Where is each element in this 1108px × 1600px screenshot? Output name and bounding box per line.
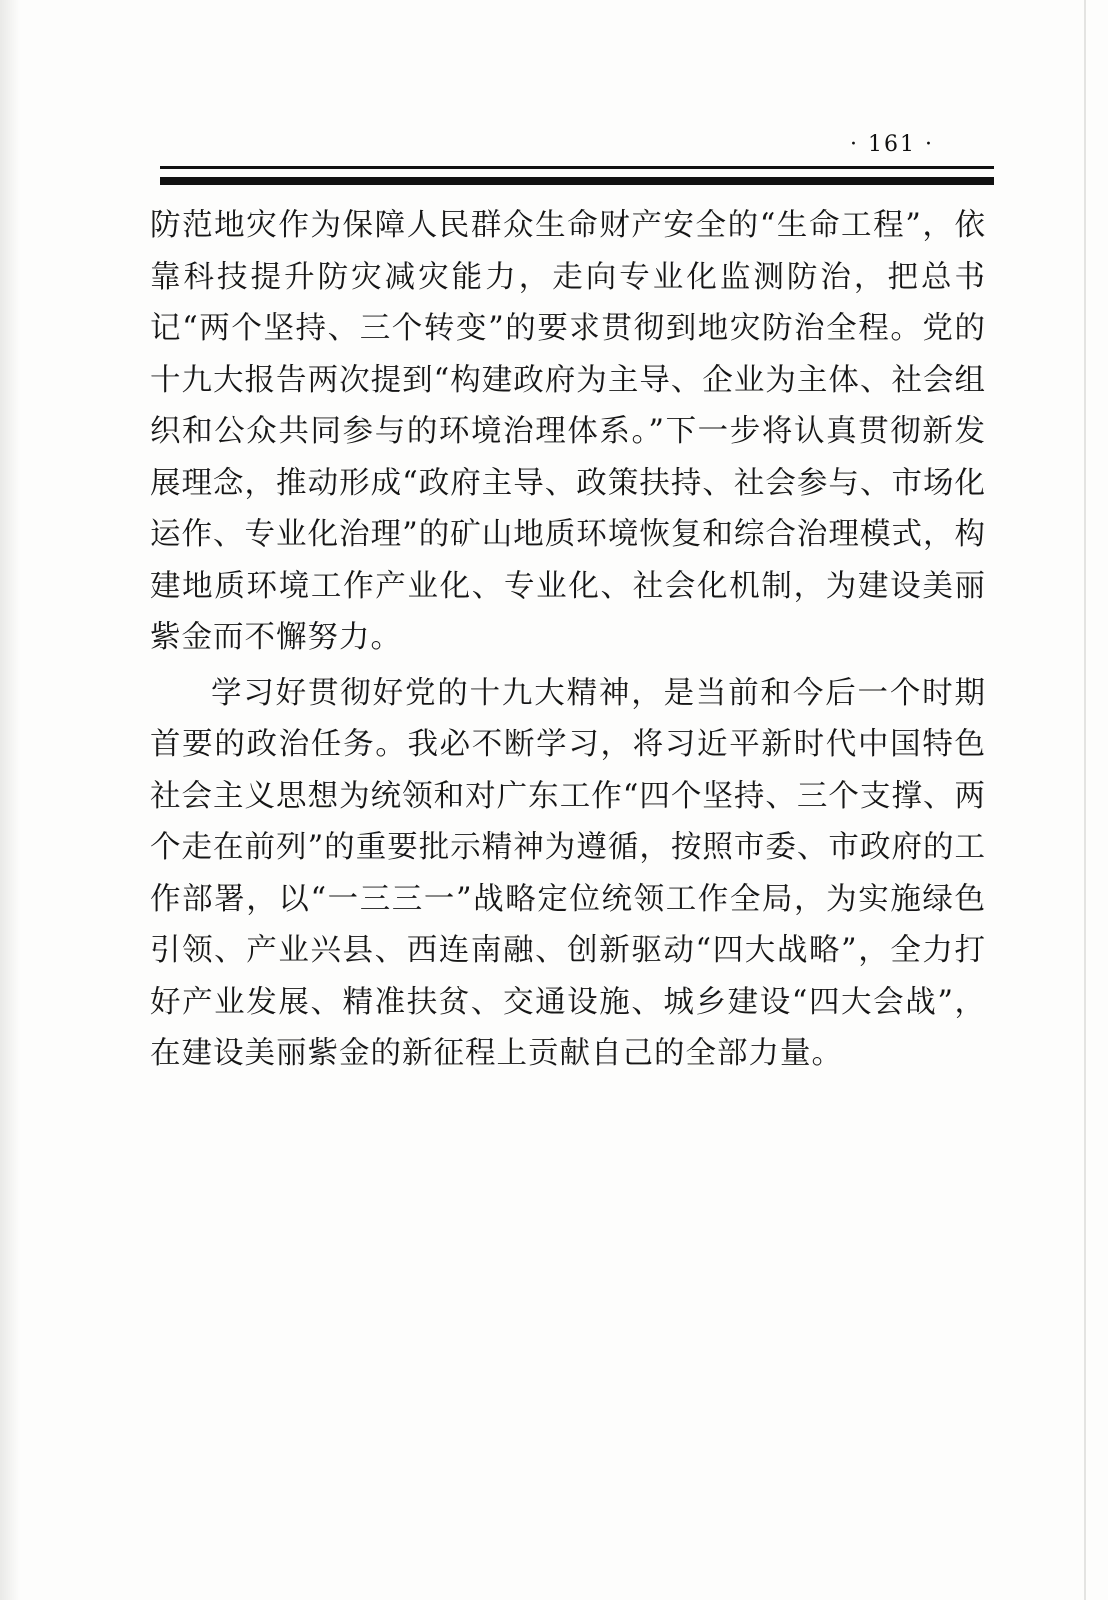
header-rule-thin [160,166,994,169]
page-number: · 161 · [850,132,934,157]
paragraph: 防范地灾作为保障人民群众生命财产安全的“生命工程”，依靠科技提升防灾减灾能力，走向专业化监测防治，把总书记“两个坚持、三个转变”的要求贯彻到地灾防治全程。党的十九大报告两次提到“构建政府为主导、企业为主体、社会组织和公众共同参与的环境治理体系。”下一步将认真贯彻新发展理念，推动形成“政府主导、政策扶持、社会参与、市场化运作、专业化治理”的矿山地质环境恢复和综合治理模式，构建地质环境工作产业化、专业化、社会化机制，为建设美丽紫金而不懈努力。 [150,208,986,655]
body-text [150,200,986,1080]
header-rule-thick [160,177,994,185]
paragraph: 学习好贯彻好党的十九大精神，是当前和今后一个时期首要的政治任务。我必不断学习，将习近平新时代中国特色社会主义思想为统领和对广东工作“四个坚持、三个支撑、两个走在前列”的重要批示精神为遵循，按照市委、市政府的工作部署，以“一三三一”战略定位统领工作全局，为实施绿色引领、产业兴县、西连南融、创新驱动“四大战略”，全力打好产业发展、精准扶贫、交通设施、城乡建设“四大会战”，在建设美丽紫金的新征程上贡献自己的全部力量。 [150,675,986,1071]
scan-right-edge [1084,0,1086,1600]
scan-left-edge [0,0,20,1600]
